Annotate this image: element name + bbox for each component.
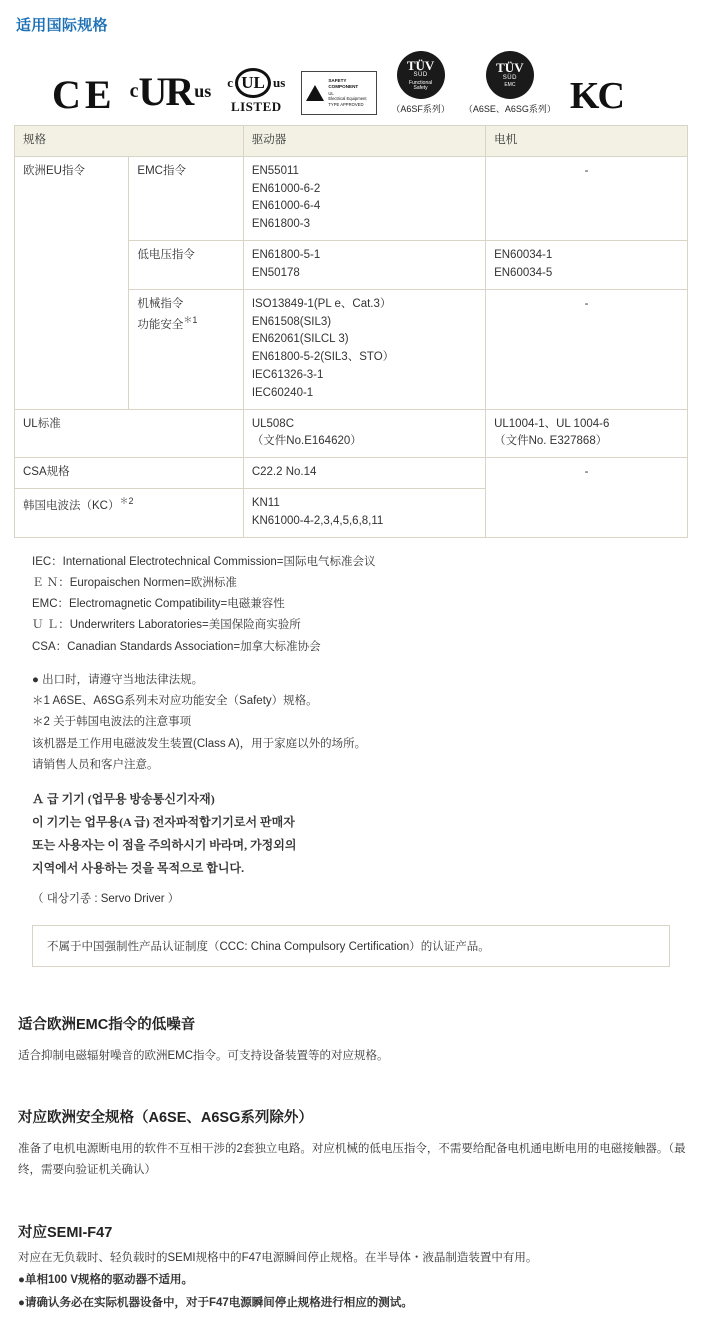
header-spec: 规格 — [15, 126, 244, 157]
approval-line5: TYPE APPROVED — [328, 102, 364, 108]
driver-lvd-1: EN50178 — [251, 266, 300, 279]
tuv-sto-caption: （A6SF系列） — [391, 104, 450, 114]
text-emc-low-noise: 适合抑制电磁辐射噪音的欧洲EMC指令。可支持设备装置等的对应规格。 — [18, 1049, 389, 1062]
korean-target-model: （ 대상기종 : Servo Driver ） — [32, 893, 180, 906]
table-row — [15, 458, 688, 489]
ul-listed-main: UL — [235, 68, 271, 98]
driver-kc-1: KN61000-4-2,3,4,5,6,8,11 — [251, 514, 384, 527]
curus-main: UR — [138, 69, 193, 114]
sub-machinery-line1: 机械指令 — [137, 297, 184, 310]
certification-marks-row — [14, 35, 688, 125]
abbrev-note-1: Ｅ Ｎ：Europaischen Normen=欧洲标准 — [32, 576, 237, 589]
driver-lvd-0: EN61800-5-1 — [251, 249, 321, 262]
page-root — [0, 14, 702, 1334]
korean-notice-2: 또는 사용자는 이 점을 주의하시기 바라며, 가정외의 — [32, 837, 297, 852]
cell-group-ul: UL标准 — [15, 409, 244, 458]
tuv-emc-t3: EMC — [504, 82, 516, 89]
approval-line1: SAFETY — [328, 78, 347, 84]
tuv-sto-t3: Functional — [409, 79, 433, 86]
tuv-sto-t1: TÜV — [406, 57, 435, 73]
cell-group-kc — [15, 489, 244, 538]
cell-motor-csa: - — [486, 458, 688, 537]
driver-mach-4: IEC61326-3-1 — [251, 368, 324, 381]
motor-lvd-0: EN60034-1 — [494, 249, 553, 262]
caution-note-3: 该机器是工作用电磁波发生装置(Class A)，用于家庭以外的场所。 — [32, 737, 367, 750]
driver-mach-2: EN62061(SILCL 3) — [251, 333, 349, 346]
driver-ul-1: （文件No.E164620） — [251, 435, 362, 448]
ul-listed-mark — [225, 68, 287, 115]
curus-suffix: us — [194, 81, 212, 101]
driver-emc-3: EN61800-3 — [251, 218, 310, 231]
caution-note-2: ＊2 关于韩国电波法的注意事项 — [32, 716, 192, 729]
sub-machinery-line2 — [137, 314, 234, 335]
korean-notice-1: 이 기기는 업무용(A 급) 전자파적합기기로서 판매자 — [32, 815, 295, 830]
abbrev-note-4: CSA：Canadian Standards Association=加拿大标准协会 — [32, 640, 321, 653]
sub-machinery-ref: ＊1 — [183, 314, 198, 325]
heading-semi-f47: 对应SEMI-F47 — [18, 1224, 113, 1241]
notes-spacer — [32, 658, 688, 670]
cell-group-eu: 欧洲EU指令 — [15, 156, 129, 409]
driver-kc-0: KN11 — [251, 497, 280, 509]
sub-machinery-label: 功能安全 — [137, 318, 184, 331]
text-semi-f47: 对应在无负载时、轻负载时的SEMI规格中的F47电源瞬间停止规格。在半导体・液晶制造装置中有用。 — [18, 1251, 538, 1264]
abbrev-note-0: IEC：International Electrotechnical Commission=国际电气标准会议 — [32, 555, 376, 568]
kc-mark-text: KC — [569, 75, 623, 117]
motor-ul-1: （文件No. E327868） — [494, 435, 608, 448]
tuv-emc-t1: TÜV — [496, 60, 524, 76]
driver-ul-0: UL508C — [251, 417, 295, 430]
heading-emc-low-noise: 适合欧洲EMC指令的低噪音 — [18, 1016, 196, 1033]
korean-notice — [32, 776, 688, 879]
header-motor: 电机 — [486, 126, 688, 157]
abbrev-note-2: EMC：Electromagnetic Compatibility=电磁兼容性 — [32, 598, 285, 611]
motor-lvd-1: EN60034-5 — [494, 266, 553, 279]
curus-prefix: c — [129, 80, 139, 102]
korean-notice-0: Ａ 급 기기 (업무용 방송통신기자재) — [32, 792, 215, 807]
cell-motor-machinery: - — [486, 289, 688, 409]
cell-driver-csa: C22.2 No.14 — [243, 458, 485, 489]
tuv-sud-emc-mark — [464, 51, 556, 115]
header-driver: 驱动器 — [243, 126, 485, 157]
cell-motor-lvd — [486, 241, 688, 290]
tuv-sto-t4: Safety — [413, 84, 428, 91]
cell-driver-kc — [243, 489, 485, 538]
driver-mach-1: EN61508(SIL3) — [251, 315, 332, 328]
driver-mach-0: ISO13849-1(PL e、Cat.3） — [251, 297, 392, 310]
cell-driver-emc — [243, 156, 485, 240]
driver-emc-2: EN61000-6-4 — [251, 200, 321, 213]
table-row — [15, 156, 688, 240]
standards-table — [14, 125, 688, 538]
ul-listed-word: LISTED — [230, 99, 282, 114]
bullet-semi-f47-1: ●请确认务必在实际机器设备中，对于F47电源瞬间停止规格进行相应的测试。 — [18, 1297, 413, 1310]
bullet-semi-f47-0: ●单相100 V规格的驱动器不适用。 — [18, 1274, 193, 1287]
tuv-emc-t2: SÜD — [502, 75, 517, 82]
cell-motor-ul — [486, 409, 688, 458]
driver-emc-0: EN55011 — [251, 164, 299, 177]
ce-mark — [52, 72, 116, 117]
curus-mark — [130, 68, 212, 115]
cell-group-csa: CSA规格 — [15, 458, 244, 489]
caution-note-1: ＊1 A6SE、A6SG系列未对应功能安全（Safety）规格。 — [32, 695, 318, 708]
korean-notice-3: 지역에서 사용하는 것을 목적으로 합니다. — [32, 860, 245, 875]
approval-line4: Electrical Equipment — [328, 96, 367, 102]
table-row — [15, 409, 688, 458]
notes-block — [14, 538, 688, 911]
ccc-notice-box: 不属于中国强制性产品认证制度（CCC: China Compulsory Certification）的认证产品。 — [32, 925, 670, 967]
motor-ul-0: UL1004-1、UL 1004-6 — [494, 417, 610, 430]
group-kc-ref: ＊2 — [119, 496, 134, 506]
abbrev-note-3: Ｕ Ｌ：Underwriters Laboratories=美国保险商实验所 — [32, 619, 301, 632]
driver-mach-3: EN61800-5-2(SIL3、STO） — [251, 351, 395, 364]
driver-mach-5: IEC60240-1 — [251, 386, 314, 399]
driver-emc-1: EN61000-6-2 — [251, 182, 321, 195]
cell-driver-lvd — [243, 241, 485, 290]
table-header-row — [15, 126, 688, 157]
tuv-sto-t2: SÜD — [413, 72, 428, 79]
warning-triangle-icon — [306, 85, 324, 101]
approval-box-mark — [301, 71, 377, 115]
heading-eu-safety: 对应欧洲安全规格（A6SE、A6SG系列除外） — [18, 1110, 313, 1127]
text-eu-safety: 准备了电机电源断电用的软件不互相干涉的2套独立电路。对应机械的低电压指令，不需要给配备电机通电断电用的电磁接触器。（最终，需要向验证机关确认） — [18, 1143, 686, 1177]
approval-line2: COMPONENT — [328, 84, 359, 90]
approval-line3: UL — [328, 90, 334, 96]
ul-listed-suffix: us — [273, 75, 286, 90]
tuv-sud-sto-mark — [391, 51, 450, 115]
page-title: 适用国际规格 — [16, 17, 108, 34]
caution-note-4: 请销售人员和客户注意。 — [32, 759, 159, 772]
caution-note-0: ● 出口时，请遵守当地法律法规。 — [32, 673, 204, 686]
cell-sub-emc: EMC指令 — [129, 156, 243, 240]
cell-sub-lvd: 低电压指令 — [129, 241, 243, 290]
tuv-emc-caption: （A6SE、A6SG系列） — [463, 104, 556, 114]
cell-driver-ul — [243, 409, 485, 458]
ce-mark-text: CE — [52, 72, 116, 117]
cell-driver-machinery — [243, 289, 485, 409]
cell-sub-machinery — [129, 289, 243, 409]
ul-listed-prefix: c — [227, 75, 234, 90]
cell-motor-emc: - — [486, 156, 688, 240]
group-kc-label: 韩国电波法（KC） — [23, 499, 120, 512]
kc-mark — [570, 77, 623, 115]
